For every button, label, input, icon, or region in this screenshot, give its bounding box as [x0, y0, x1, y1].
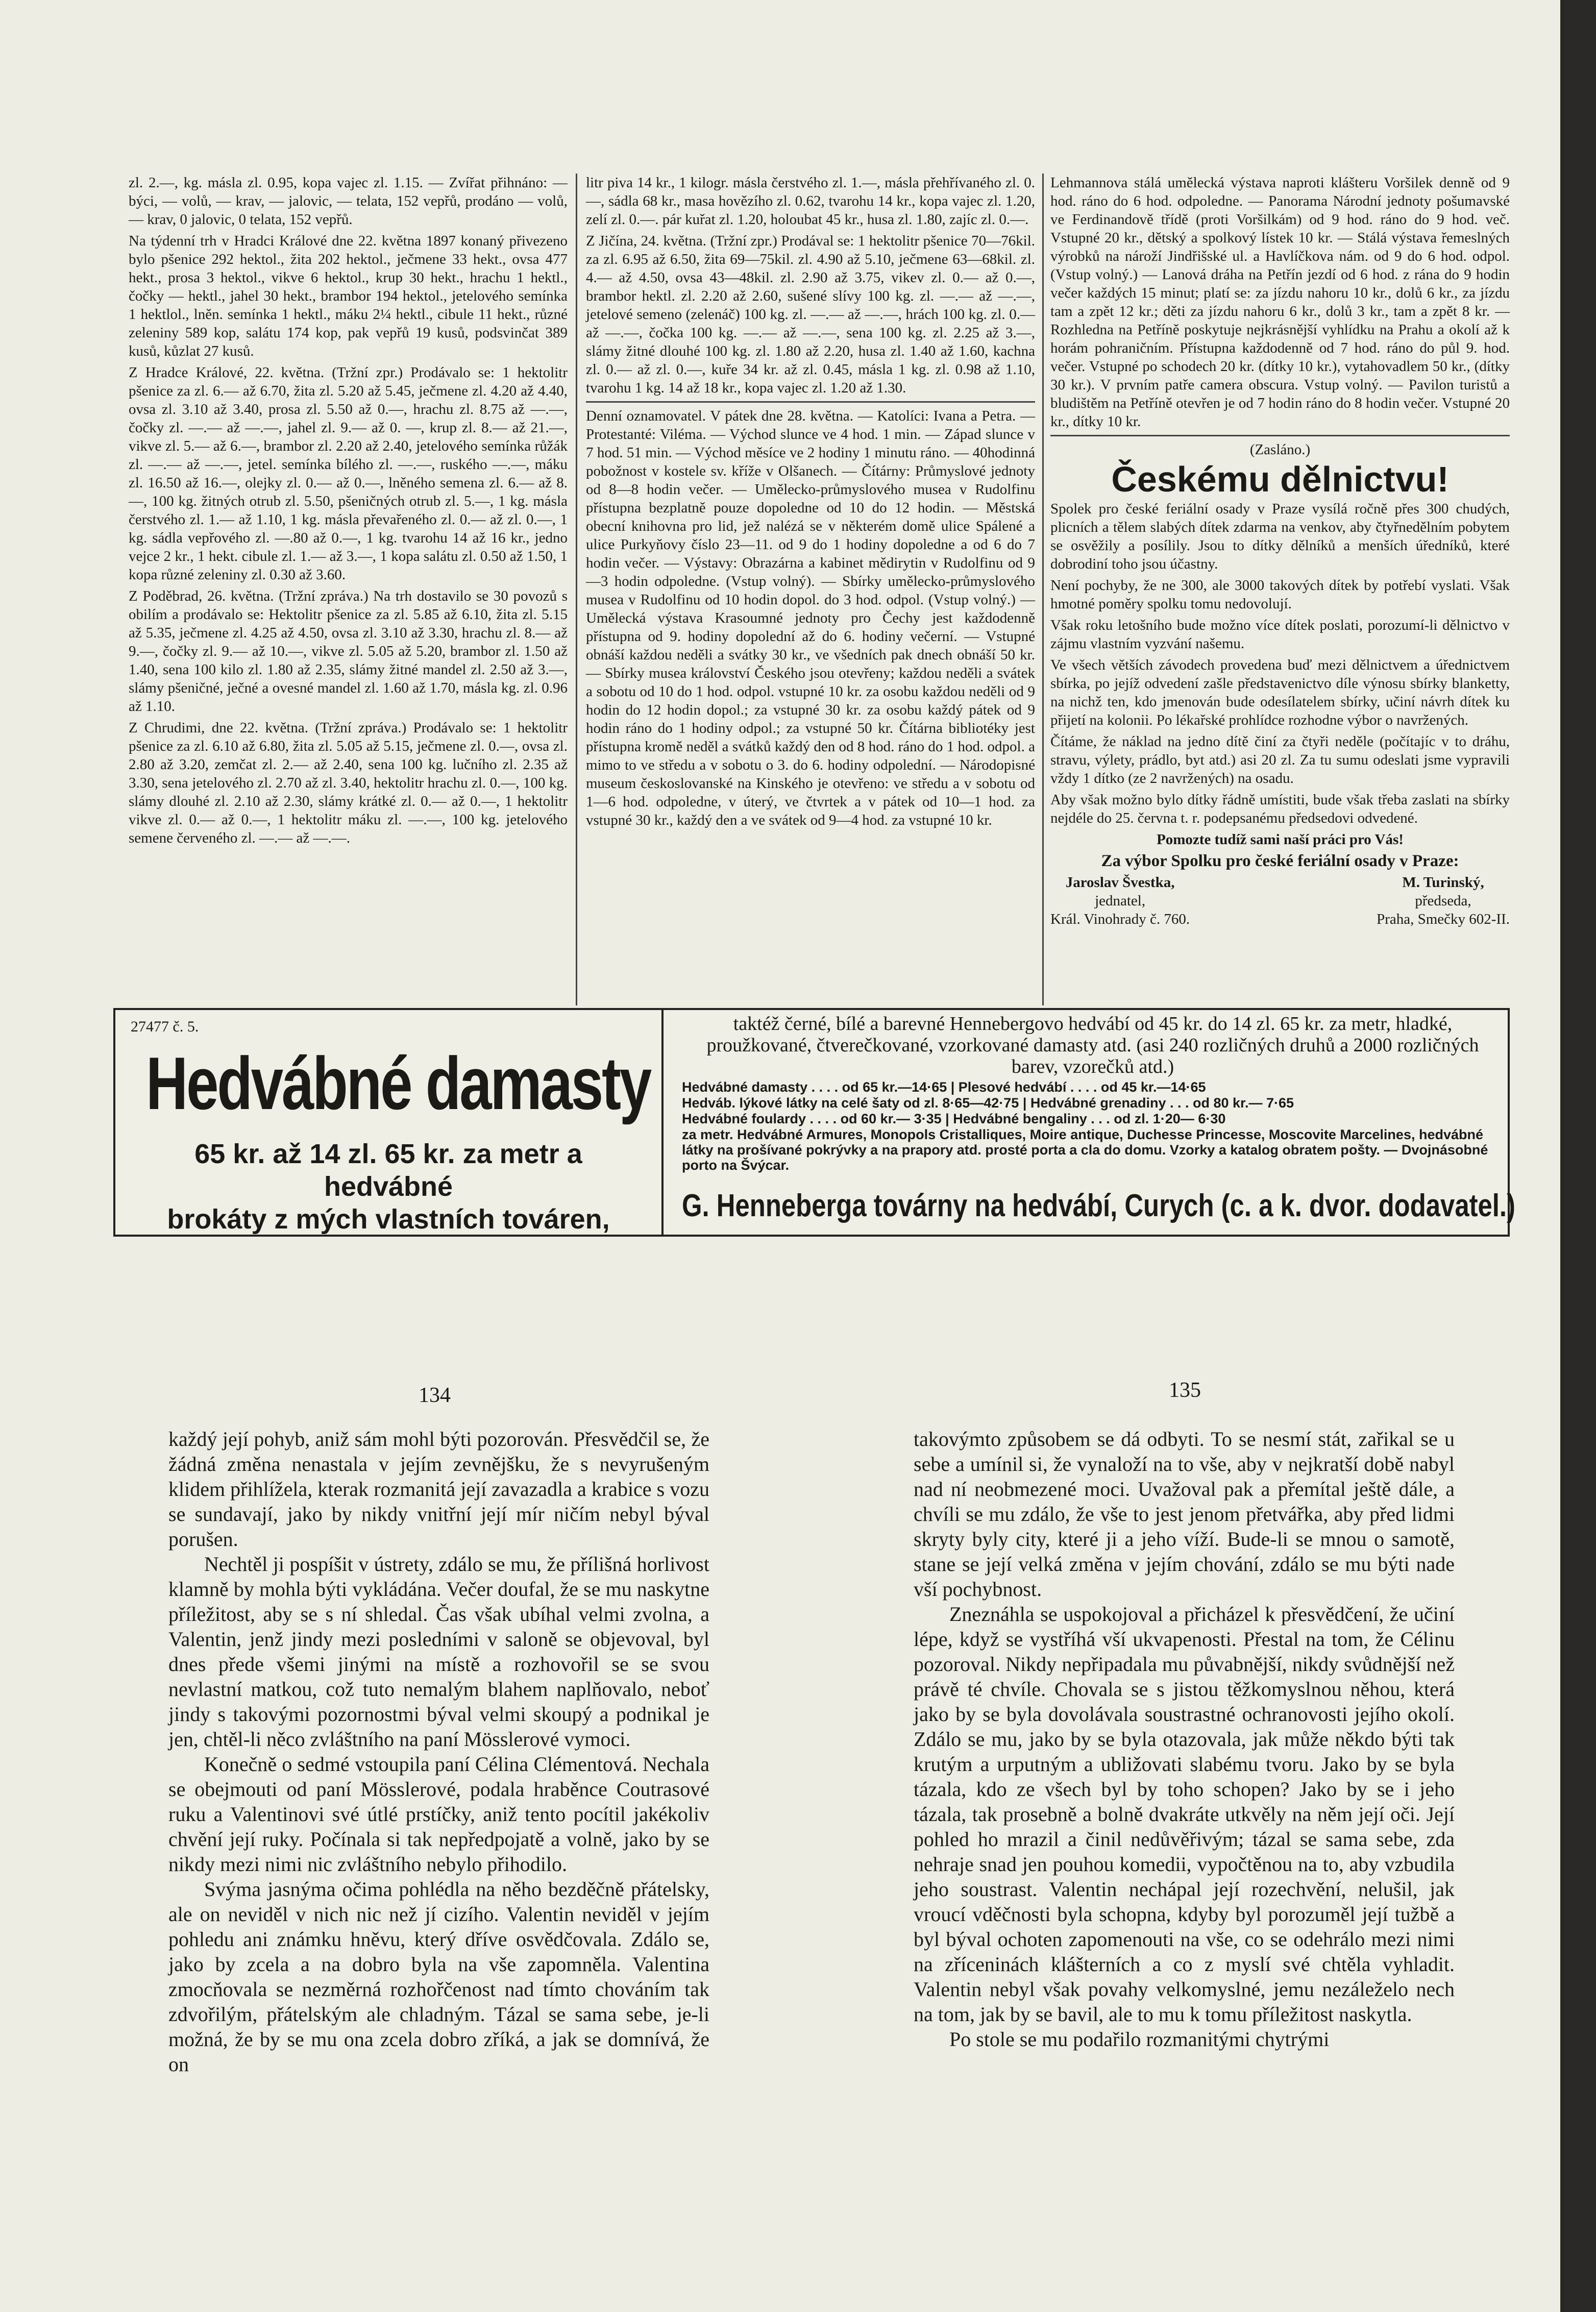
- ad-price: [131, 1138, 646, 1236]
- ad-firm: G. Henneberga továrny na hedvábí, Curych (c. a k. dvor. dodavatel.): [682, 1188, 1515, 1223]
- story-paragraph: takovýmto způsobem se dá odbyti. To se nesmí stát, zařikal se u sebe a umínil si, že vynaloží na to vše, aby v nejkratší době nabyl nad ní neobmezené moci. Uvažoval pak a přemítal ještě dále, a chvíli se mu zdálo, že vše to jest jenom přetvářka, aby před lidmi skryty byly city, které ji a jeho víží. Bude-li se mnou o samotě, stane se její velká změna v jejím chování, zdálo se mu býti nade vší pochybnost.: [914, 1428, 1455, 1601]
- page-number-left: 134: [419, 1384, 451, 1407]
- paragraph: litr piva 14 kr., 1 kilogr. másla čerstvého zl. 1.—, másla přehřívaného zl. 0.—, sádla 68 kr., masa hovězího zl. 0.62, tvarohu 14 kr., kopa vajec zl. 1.20, zelí zl. 0.—. pár kuřat zl. 1.20, holoubat 45 kr., husa zl. 1.80, zajíc zl. 0.—.: [586, 175, 1035, 228]
- ad-intro: taktéž černé, bílé a barevné Hennebergovo hedvábí od 45 kr. do 14 zl. 65 kr. za metr, hladké, proužkované, čtverečkované, vzorkované damasty atd. (asi 240 rozličných druhů a 2000 rozličných barev, vzorečků atd.): [706, 1013, 1479, 1077]
- signer-address: Praha, Smečky 602-II.: [1377, 911, 1510, 927]
- signer-role: předseda,: [1415, 893, 1471, 909]
- ad-extra: za metr. Hedvábné Armures, Monopols Cristalliques, Moire antique, Duchesse Princesse, Moscovite Marcelines, hedvábné látky na prošívané pokrývky a na prapory atd. prosté porta a cla do domu. Vzorky a katalog obratem pošty. — Dvojnásobné porto na Švýcar.: [682, 1127, 1488, 1173]
- ad-price-table: [682, 1079, 1499, 1127]
- story-paragraph: Nechtěl ji pospíšit v ústrety, zdálo se mu, že přílišná horlivost klamně by mohla býti vykládána. Večer doufal, že se mu naskytne příležitost, aby se s ní shledal. Čas však ubíhal velmi zvolna, a Valentin, jenž jindy mezi posledními v saloně se objevoval, byl dnes přede všemi jinými na místě a rozhovořil se se svou nevlastní matkou, což tuto nemalým blahem naplňovalo, neboť jindy s takovými pozornostmi býval velmi skoupý a podnikal je jen, chtěl-li něco zvláštního na paní Mösslerové vymoci.: [168, 1553, 709, 1751]
- divider: [586, 401, 1035, 403]
- paragraph: Z Jičína, 24. května. (Tržní zpr.) Prodával se: 1 hektolitr pšenice 70—76kil. za zl. 6.95 až 6.50, žita 69—75kil. zl. 4.90 až 5.10, ječmene 63—68kil. zl. 4.— až 4.50, ovsa 43—48kil. zl. 2.90 až 3.75, vikev zl. 0.— až 0.—, brambor hektl. zl. 2.20 až 2.60, sušené slívy 100 kg. zl. —.— až —.—, jetelové semeno (zelenáč) 100 kg. zl. —.— až —.—, hrách 100 kg. zl. 0.— až —.—, čočka 100 kg. —.— až —.—, sena 100 kg. zl. 2.25 až 3.—, slámy žitné dlouhé 100 kg. zl. 1.80 až 2.20, husa zl. 1.40 až 1.60, kachna zl. 0.— až zl. 0.—, kuře 34 kr. až zl. 0.45, másla 1 kg. zl. 0.98 až 1.10, tvarohu 1 kg. 14 až 18 kr., kopa vajec zl. 1.20 až 1.30.: [586, 233, 1035, 396]
- signer-name: Jaroslav Švestka,: [1065, 874, 1175, 891]
- daily-announcer: Denní oznamovatel. V pátek dne 28. května. — Katolíci: Ivana a Petra. — Protestanté: Viléma. — Východ slunce ve 4 hod. 1 min. — Západ slunce v 7 hod. 51 min. — Východ měsíce ve 2 hodiny 1 minutu ráno. — 40hodinná pobožnost v kostele sv. kříže v Olšanech. — Čítárny: Průmyslové jednoty od 8—8 hodin večer. — Umělecko-průmyslového musea v Rudolfinu přístupna bezplatně pouze dopoledne od 10 do 12 hodin. — Městská obecní knihovna pro lid, jež nalézá se v některém domě ulice Spálené a ulice Purkyňovy číslo 23—11. od 9 do 1 hodiny dopoledne a od 6 do 7 hodin večer. — Výstavy: Obrazárna a kabinet mědirytin v Rudolfinu od 9—3 hodin odpoledne. (Vstup volný). — Sbírky umělecko-průmyslového musea v Rudolfinu od 10 hodin dopol. do 3 hod. odpol. (Vstup volný.) — Umělecká výstava Krasoumné jednoty pro Čechy jest každodenně přístupna od 9. hodiny dopolední až do 6. hodiny večerní. — Vstupné obnáší každou neděli a svátky 30 kr., ve všedních pak dnech obnáší 50 kr. — Sbírky musea království Českého jsou otevřeny; každou neděli a svátek a sobotu od 10 do 1 hod. odpol. vstupné 10 kr. za osobu každou neděli od 9 hodin do 12 hodin dopol.; za vstupné 30 kr. za osobu každý pátek od 9 hodin ráno do 1 hodiny odpol.; za vstupné 50 kr. Čítárna bibliotéky jest přístupna kromě neděl a svátků každý den od 8 hod. ráno do 1 hod. odpol. a mimo to ve středu a v sobotu o 3. do 6. hodiny odpolední. — Národopisné museum českoslovanské na Kinského je otevřeno: ve středu a v sobotu od 1—6 hod. odpoledne, v úterý, ve čtvrtek a v pátek od 10—1 hod. za vstupné 30 kr., každý den a ve svátek od 9—4 hod. za vstupné 10 kr.: [586, 408, 1035, 828]
- zaslano-label: (Zasláno.): [1249, 441, 1311, 458]
- ad-price-row: Hedvábné damasty . . . . od 65 kr.—14·65 | Plesové hedvábí . . . . od 45 kr.—14·65: [682, 1079, 1206, 1095]
- paragraph: Na týdenní trh v Hradci Králové dne 22. května 1897 konaný přivezeno bylo pšenice 292 hektol., žita 202 hektol., ječmene 33 hekt., ovsa 477 hekt., prosa 3 hektol., vikve 6 hektol., krup 30 hekt., hrachu 1 hektl., čočky — hektl., jahel 30 hekt., brambor 194 hektol., jetelového semínka 1 hektlol., lněn. semínka 1 hektl., máku 2¼ hektl., cibule 11 hekt., různé zeleniny 589 kop, salátu 174 kop, pak vepřů 19 kusů, podsvinčat 389 kusů, kůzlat 27 kusů.: [129, 233, 568, 359]
- paragraph: Spolek pro české feriální osady v Praze vysílá ročně přes 300 chudých, plicních a tělem slabých dítek zdarma na venkov, aby čtyřnedělním pobytem se osvěžily a posílily. Jsou to dítky dělníků a menších úředníků, které dobrodiní toho jsou účastny.: [1050, 501, 1510, 572]
- paragraph: Pomozte tudíž sami naší práci pro Vás!: [1157, 831, 1404, 848]
- paragraph: Čítáme, že náklad na jedno dítě činí za čtyři neděle (počítajíc v to dráhu, stravu, výlety, prádlo, byt atd.) asi 20 zl. Za tu sumu odeslati jsme vypravili vždy 1 dítko (ze 2 navržených) na osadu.: [1050, 733, 1510, 786]
- market-column-1: [129, 174, 568, 850]
- ad-headline: Hedvábné damasty: [146, 1042, 651, 1125]
- silk-advertisement: [113, 1008, 1515, 1237]
- paragraph: Lehmannova stálá umělecká výstava naproti klášteru Voršilek denně od 9 hod. ráno do 6 hod. odpoledne. — Panorama Národní jednoty pošumavské ve Ferdinandově třídě (proti Voršilkám) od 9 hod. ráno do 9 hod. več. Vstupné 20 kr., dětský a spolkový lístek 10 kr. — Stálá výstava řemeslných výrobků na nároží Jindřišské ul. a Havlíčkova nám. od 9 do 6 hod. odpol. (Vstup volný.) — Lanová dráha na Petřín jezdí od 6 hod. z rána do 9 hodin večer každých 15 minut; platí se: za jízdu nahoru 10 kr., dolů 6 kr., za jízdu tam a zpět 12 kr.; děti za jízdu nahoru 6 kr., dolů 3 kr., tam a zpět 8 kr. — Rozhledna na Petříně poskytuje nejkrásnější vyhlídku na Prahu a okolí až k horám pohraničním. Přístupna každodenně od 7 hod. ráno do půl 9. hod. večer. Vstupné po schodech 20 kr. (dítky 10 kr.), vytahovadlem 50 kr., (dítky 30 kr.). V prvním patře camera obscura. Vstup volný. — Pavilon turistů a bludištěm na Petříně otevřen je od 7 hodin ráno do 8 hodin večer. Vstupné 20 kr., dítky 10 kr.: [1050, 175, 1510, 430]
- ad-price-row: Hedvábné foulardy . . . . od 60 kr.— 3·35 | Hedvábné bengaliny . . . od zl. 1·20— 6·30: [682, 1111, 1226, 1126]
- market-column-3: [1050, 174, 1510, 928]
- story-right-column: [914, 1426, 1455, 2052]
- divider: [1050, 435, 1510, 436]
- paragraph: Aby však možno bylo dítky řádně umístiti, bude však třeba zaslati na sbírky nejdéle do 25. června t. r. podepsanému předsedovi odvedené.: [1050, 792, 1510, 826]
- appeal-title: Českému dělnictvu!: [1111, 459, 1449, 499]
- column-rule: [1042, 174, 1044, 1005]
- paragraph: Z Chrudimi, dne 22. května. (Tržní zpráva.) Prodávalo se: 1 hektolitr pšenice za zl. 6.10 až 6.80, žita zl. 5.05 až 5.15, ječmene zl. 0.—, ovsa zl. 2.80 až 3.20, zemčat zl. 2.— až 2.40, sena 100 kg. lučního zl. 2.35 až 3.30, sena jetelového zl. 2.70 až zl. 3.40, hektolitr hrachu zl. 0.—, 100 kg. slámy dlouhé zl. 2.10 až 2.30, slámy krátké zl. 0.— až 0.—, 1 hektolitr vikve zl. 0.— až 0.—, 1 hektolitr máku zl. —.—, 100 kg. jetelového semene červeného zl. —.— až —.—.: [129, 720, 568, 846]
- ad-price-line: brokáty z mých vlastních továren,: [167, 1204, 610, 1235]
- scan-edge: [1560, 0, 1596, 2312]
- paragraph: Z Poděbrad, 26. května. (Tržní zpráva.) Na trh dostavilo se 30 povozů s obilím a prodávalo se: Hektolitr pšenice za zl. 5.85 až 6.10, žita zl. 5.15 až 5.35, ječmene zl. 4.25 až 4.50, ovsa zl. 3.10 až 3.30, hrachu zl. 8.— až 9.—, čočky zl. 9.— až 10.—, vikve zl. 5.05 až 5.20, brambor zl. 1.50 až 1.40, sena 100 kilo zl. 1.80 až 2.35, slámy žitné mandel zl. 2.50 až 3.—, slámy pšeničné, ječné a ovesné mandel zl. 1.60 až 1.70, másla kg. zl. 0.96 až 1.10.: [129, 588, 568, 715]
- ad-price-line: 65 kr. až 14 zl. 65 kr. za metr a hedvábné: [194, 1139, 582, 1202]
- paragraph: Ve všech větších závodech provedena buď mezi dělnictvem a úřednictvem sbírka, po jejíž odvedení zašle představenictvo díle výnosu sbírky blanketty, na nichž ten, kdo jmenován bude odesílatelem sbírky, učiní návrh dítek ku přijetí na kolonii. Po lékařské prohlídce rozhodne výbor o navržených.: [1050, 657, 1510, 728]
- ad-number: 27477 č. 5.: [131, 1018, 199, 1035]
- market-column-2: [586, 174, 1035, 832]
- paragraph: Však roku letošního bude možno více dítek poslati, porozumí-li dělnictvo v zájmu vlastním vyzvání našemu.: [1050, 617, 1510, 652]
- signer-address: Král. Vinohrady č. 760.: [1050, 911, 1190, 927]
- story-left-column: [168, 1426, 709, 2077]
- ad-price-row: Hedváb. lýkové látky na celé šaty od zl. 8·65—42·75 | Hedvábné grenadiny . . . od 80 kr.— 7·65: [682, 1095, 1294, 1111]
- signer-left: [1050, 873, 1190, 928]
- column-rule: [576, 174, 577, 1005]
- story-paragraph: Zneznáhla se uspokojoval a přicházel k přesvědčení, že učiní lépe, když se vystříhá vší ukvapenosti. Přestal na tom, že Célinu pozoroval. Nikdy nepřipadala mu půvabnější, nikdy svůdnější než právě té chvíle. Chovala se s jistou těžkomyslnou něhou, která jako by se byla dovolávala soustrastné ochranovosti jejího okolí. Zdálo se mu, jako by se byla otazovala, jak může někdo býti tak krutým a urputným a ubližovati slabému tvoru. Jako by se byla tázala, kdo ze všech byl by toho schopen? Jako by se i jeho tázala, tak prosebně a bolně dvakráte utkvěly na něm její oči. Její pohled ho mrazil a činil nedůvěřivým; tázal se sama sebe, zda nehraje snad jen pouhou komedii, vypočtěnou na to, aby vzbudila jeho soustrast. Valentin nechápal její rozechvění, nelušil, jak vroucí vděčnosti byla schopna, kdyby byl porozuměl její tužbě a byl býval ochoten zapomenouti na vše, co se odehrálo mezi nimi na zříceninách klášterních a co z myslí své chtěla vyhladit. Valentin nebyl však povahy velkomyslné, jemu nezáleželo nech na tom, jak by se bavil, ale to mu k tomu příležitost naskytla.: [914, 1603, 1455, 2026]
- ad-left-panel: [115, 1010, 664, 1235]
- story-paragraph: Svýma jasnýma očima pohlédla na něho bezděčně přátelsky, ale on neviděl v nich nic než jí cizího. Valentin neviděl v jejím pohledu ani známku hněvu, který dříve osvědčovala. Zdálo se, jako by zcela a na dobro byla na vše zapomněla. Valentina zmocňovala se nezměrná rozhořčenost nad tímto chováním tak zdvořilým, přátelským ale chladným. Tázal se sama sebe, je-li možná, že by se mu ona zcela dobro zříká, a jak se domnívá, že on: [168, 1878, 709, 2076]
- paragraph: zl. 2.—, kg. másla zl. 0.95, kopa vajec zl. 1.15. — Zvířat přihnáno: — býci, — volů, — krav, — jalovic, — telata, 152 vepřů, prodáno — volů, — krav, 0 jalovic, 0 telata, 152 vepřů.: [129, 175, 568, 228]
- paragraph: Z Hradce Králové, 22. května. (Tržní zpr.) Prodávalo se: 1 hektolitr pšenice za zl. 6.— až 6.70, žita zl. 5.20 až 5.45, ječmene zl. 4.20 až 4.40, ovsa zl. 3.10 až 3.40, prosa zl. 5.50 až 0.—, hrachu zl. 8.75 až —.—, čočky zl. —.— až —.—, jahel zl. 9.— až 0. —, krup zl. 8.— až 21.—, vikve zl. 5.— až 6.—, brambor zl. 2.20 až 2.40, jetelového semínka růžák zl. —.— až —.—, jetel. semínka bílého zl. —.—, ruského —.—, máku zl. 16.50 až 16.—, olejky zl. 0.— až 0.—, lněného semena zl. 6.— až 8.—, 100 kg. žitných otrub zl. 5.50, pšeničných otrub zl. 5.—, 1 kg. másla čerstvého zl. 1.— až 1.10, 1 kg. másla převařeného zl. 0.— až zl. 0.—, 1 kg. sádla vepřového zl. —.80 až 0.—, 1 kg. tvarohu 14 až 16 kr., jedno vejce 2 kr., 1 hekt. cibule zl. 1.— až 3.—, 1 kopa salátu zl. 0.50 až 1.50, 1 kopa různé zeleniny zl. 0.30 až 3.60.: [129, 364, 568, 583]
- board-line: Za výbor Spolku pro české feriální osady v Praze:: [1101, 852, 1459, 870]
- signer-role: jednatel,: [1095, 893, 1146, 909]
- story-paragraph: Konečně o sedmé vstoupila paní Célina Clémentová. Nechala se obejmouti od paní Mösslerové, podala hraběnce Coutrasové ruku a Valentinovi své útlé prstíčky, aniž tento pocítil jakékoliv chvění její ruky. Počínala si tak nepředpojatě a volně, jako by se nikdy mezi nimi nic zvláštního nebylo přihodilo.: [168, 1753, 709, 1876]
- story-paragraph: každý její pohyb, aniž sám mohl býti pozorován. Přesvědčil se, že žádná změna nenastala v jejím zevnějšku, že s nevyrušeným klidem přihlížela, kterak rozmanitá její zavazadla a krabice s vozu se sundavají, jako by nikdy vnitřní její mír ničím nebyl býval porušen.: [168, 1428, 709, 1551]
- signer-right: [1377, 873, 1510, 928]
- signer-name: M. Turinský,: [1402, 874, 1484, 891]
- ad-right-panel: [672, 1010, 1515, 1235]
- story-paragraph: Po stole se mu podařilo rozmanitými chytrými: [949, 2028, 1330, 2051]
- page-number-right: 135: [1169, 1379, 1201, 1402]
- paragraph: Není pochyby, že ne 300, ale 3000 takových dítek by potřebí vyslati. Však hmotné poměry spolku tomu nedovolují.: [1050, 577, 1510, 612]
- signatures: [1050, 873, 1510, 928]
